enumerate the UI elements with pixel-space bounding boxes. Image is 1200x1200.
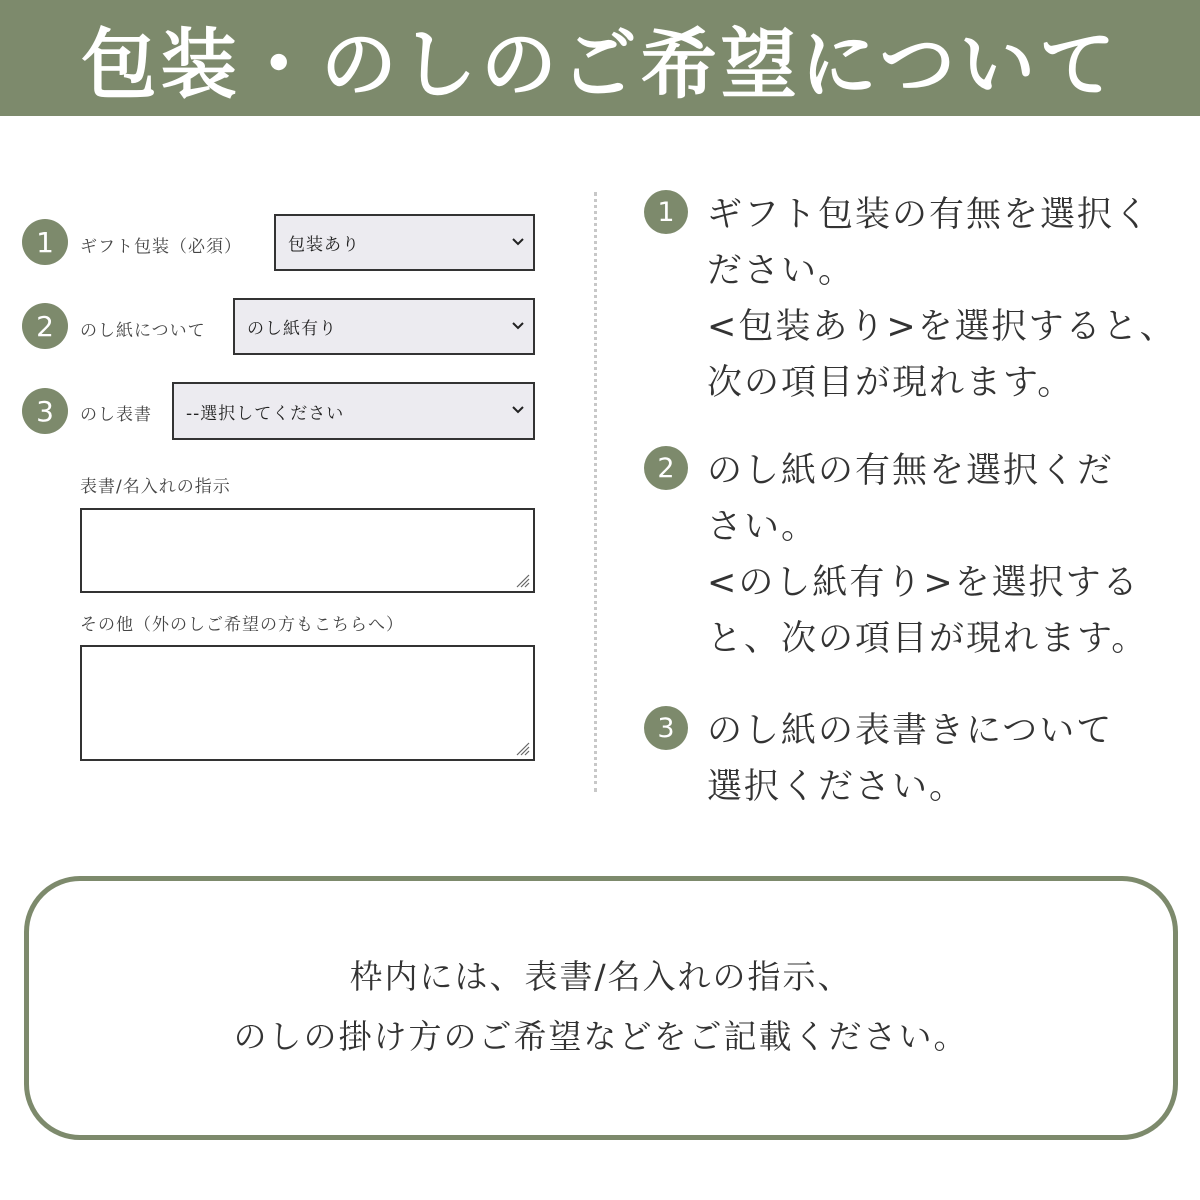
resize-grip-icon[interactable]	[514, 740, 530, 756]
instruction-2-line-3: <のし紙有り>を選択する	[707, 563, 1140, 603]
instruction-1-line-2: ださい。	[707, 251, 856, 291]
gift-wrap-select-value: 包装あり	[288, 235, 360, 255]
instruction-2-line-2: さい。	[707, 507, 819, 547]
instruction-2-line-1: のし紙の有無を選択くだ	[707, 451, 1115, 491]
noshi-paper-select[interactable]	[233, 298, 535, 355]
noshi-inscription-label: のし表書	[80, 405, 152, 425]
other-requests-textarea[interactable]	[80, 645, 535, 761]
instruction-badge-3: 3	[644, 706, 688, 750]
note-line-1: 枠内には、表書/名入れの指示、	[349, 957, 853, 996]
note-line-2: のしの掛け方のご希望などをご記載ください。	[233, 1017, 969, 1056]
chevron-down-icon	[511, 235, 525, 251]
noshi-paper-label: のし紙について	[80, 321, 206, 341]
instruction-1-line-1: ギフト包装の有無を選択く	[707, 195, 1152, 235]
step-badge-3: 3	[22, 388, 68, 434]
step-badge-2: 2	[22, 303, 68, 349]
inscription-instructions-textarea[interactable]	[80, 508, 535, 593]
header-bar	[0, 0, 1200, 116]
instruction-3-line-2: 選択ください。	[707, 767, 967, 807]
chevron-down-icon	[511, 319, 525, 335]
note-box	[24, 876, 1178, 1140]
noshi-paper-select-value: のし紙有り	[247, 319, 337, 339]
page-title: 包装・のしのご希望について	[80, 19, 1120, 109]
gift-wrap-label: ギフト包装（必須）	[80, 237, 242, 257]
chevron-down-icon	[511, 403, 525, 419]
other-requests-label: その他（外のしご希望の方もこちらへ）	[80, 615, 404, 635]
inscription-instructions-label: 表書/名入れの指示	[80, 477, 231, 497]
instruction-badge-1: 1	[644, 190, 688, 234]
instruction-1-line-4: 次の項目が現れます。	[707, 363, 1075, 403]
instruction-badge-2: 2	[644, 446, 688, 490]
instruction-2-line-4: と、次の項目が現れます。	[707, 619, 1149, 659]
gift-wrap-select[interactable]	[274, 214, 535, 271]
noshi-inscription-select-value: --選択してください	[186, 403, 345, 424]
dotted-divider	[594, 192, 597, 792]
noshi-inscription-select[interactable]	[172, 382, 535, 440]
instruction-1-line-3: <包装あり>を選択すると、	[707, 307, 1177, 347]
instruction-3-line-1: のし紙の表書きについて	[707, 711, 1114, 751]
step-badge-1: 1	[22, 219, 68, 265]
resize-grip-icon[interactable]	[514, 572, 530, 588]
